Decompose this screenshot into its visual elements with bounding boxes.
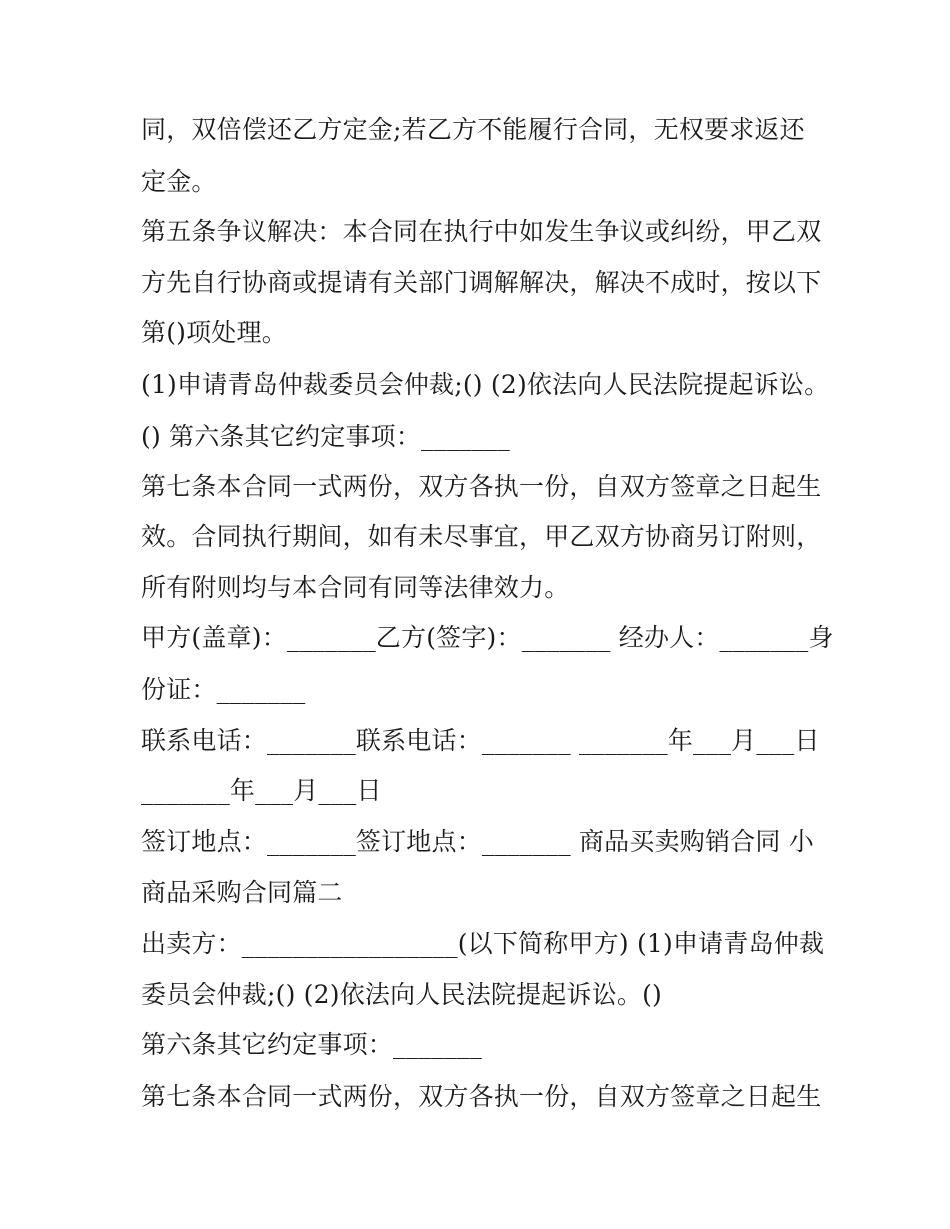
text-line: (1)申请青岛仲裁委员会仲裁;() (2)依法向人民法院提起诉讼。	[141, 370, 830, 399]
text-line: 联系电话：_______联系电话：_______ _______年___月___日	[141, 726, 820, 755]
text-line: 同，双倍偿还乙方定金;若乙方不能履行合同，无权要求返还	[141, 115, 805, 144]
text-line: 出卖方：_________________(以下简称甲方) (1)申请青岛仲裁	[141, 929, 825, 958]
text-line: 第六条其它约定事项：_______	[141, 1030, 482, 1059]
text-line: 委员会仲裁;() (2)依法向人民法院提起诉讼。()	[141, 980, 662, 1009]
text-line: 第五条争议解决：本合同在执行中如发生争议或纠纷，甲乙双	[141, 217, 822, 246]
text-line: 第()项处理。	[141, 318, 287, 347]
text-line: 第七条本合同一式两份，双方各执一份，自双方签章之日起生	[141, 472, 822, 501]
text-line: 所有附则均与本合同有同等法律效力。	[141, 573, 570, 602]
text-line: 甲方(盖章)：_______乙方(签字)：_______ 经办人：_______身	[141, 623, 834, 652]
text-line: () 第六条其它约定事项：_______	[141, 422, 510, 451]
text-line: 定金。	[141, 167, 217, 196]
text-line: 签订地点：_______签订地点：_______ 商品买卖购销合同 小	[141, 827, 814, 856]
text-line: _______年___月___日	[141, 776, 382, 805]
text-line: 商品采购合同篇二	[141, 878, 343, 907]
text-line: 效。合同执行期间，如有未尽事宜，甲乙双方协商另订附则，	[141, 522, 822, 551]
text-line: 份证：_______	[141, 675, 306, 704]
text-line: 第七条本合同一式两份，双方各执一份，自双方签章之日起生	[141, 1082, 822, 1111]
text-line: 方先自行协商或提请有关部门调解解决，解决不成时，按以下	[141, 268, 822, 297]
